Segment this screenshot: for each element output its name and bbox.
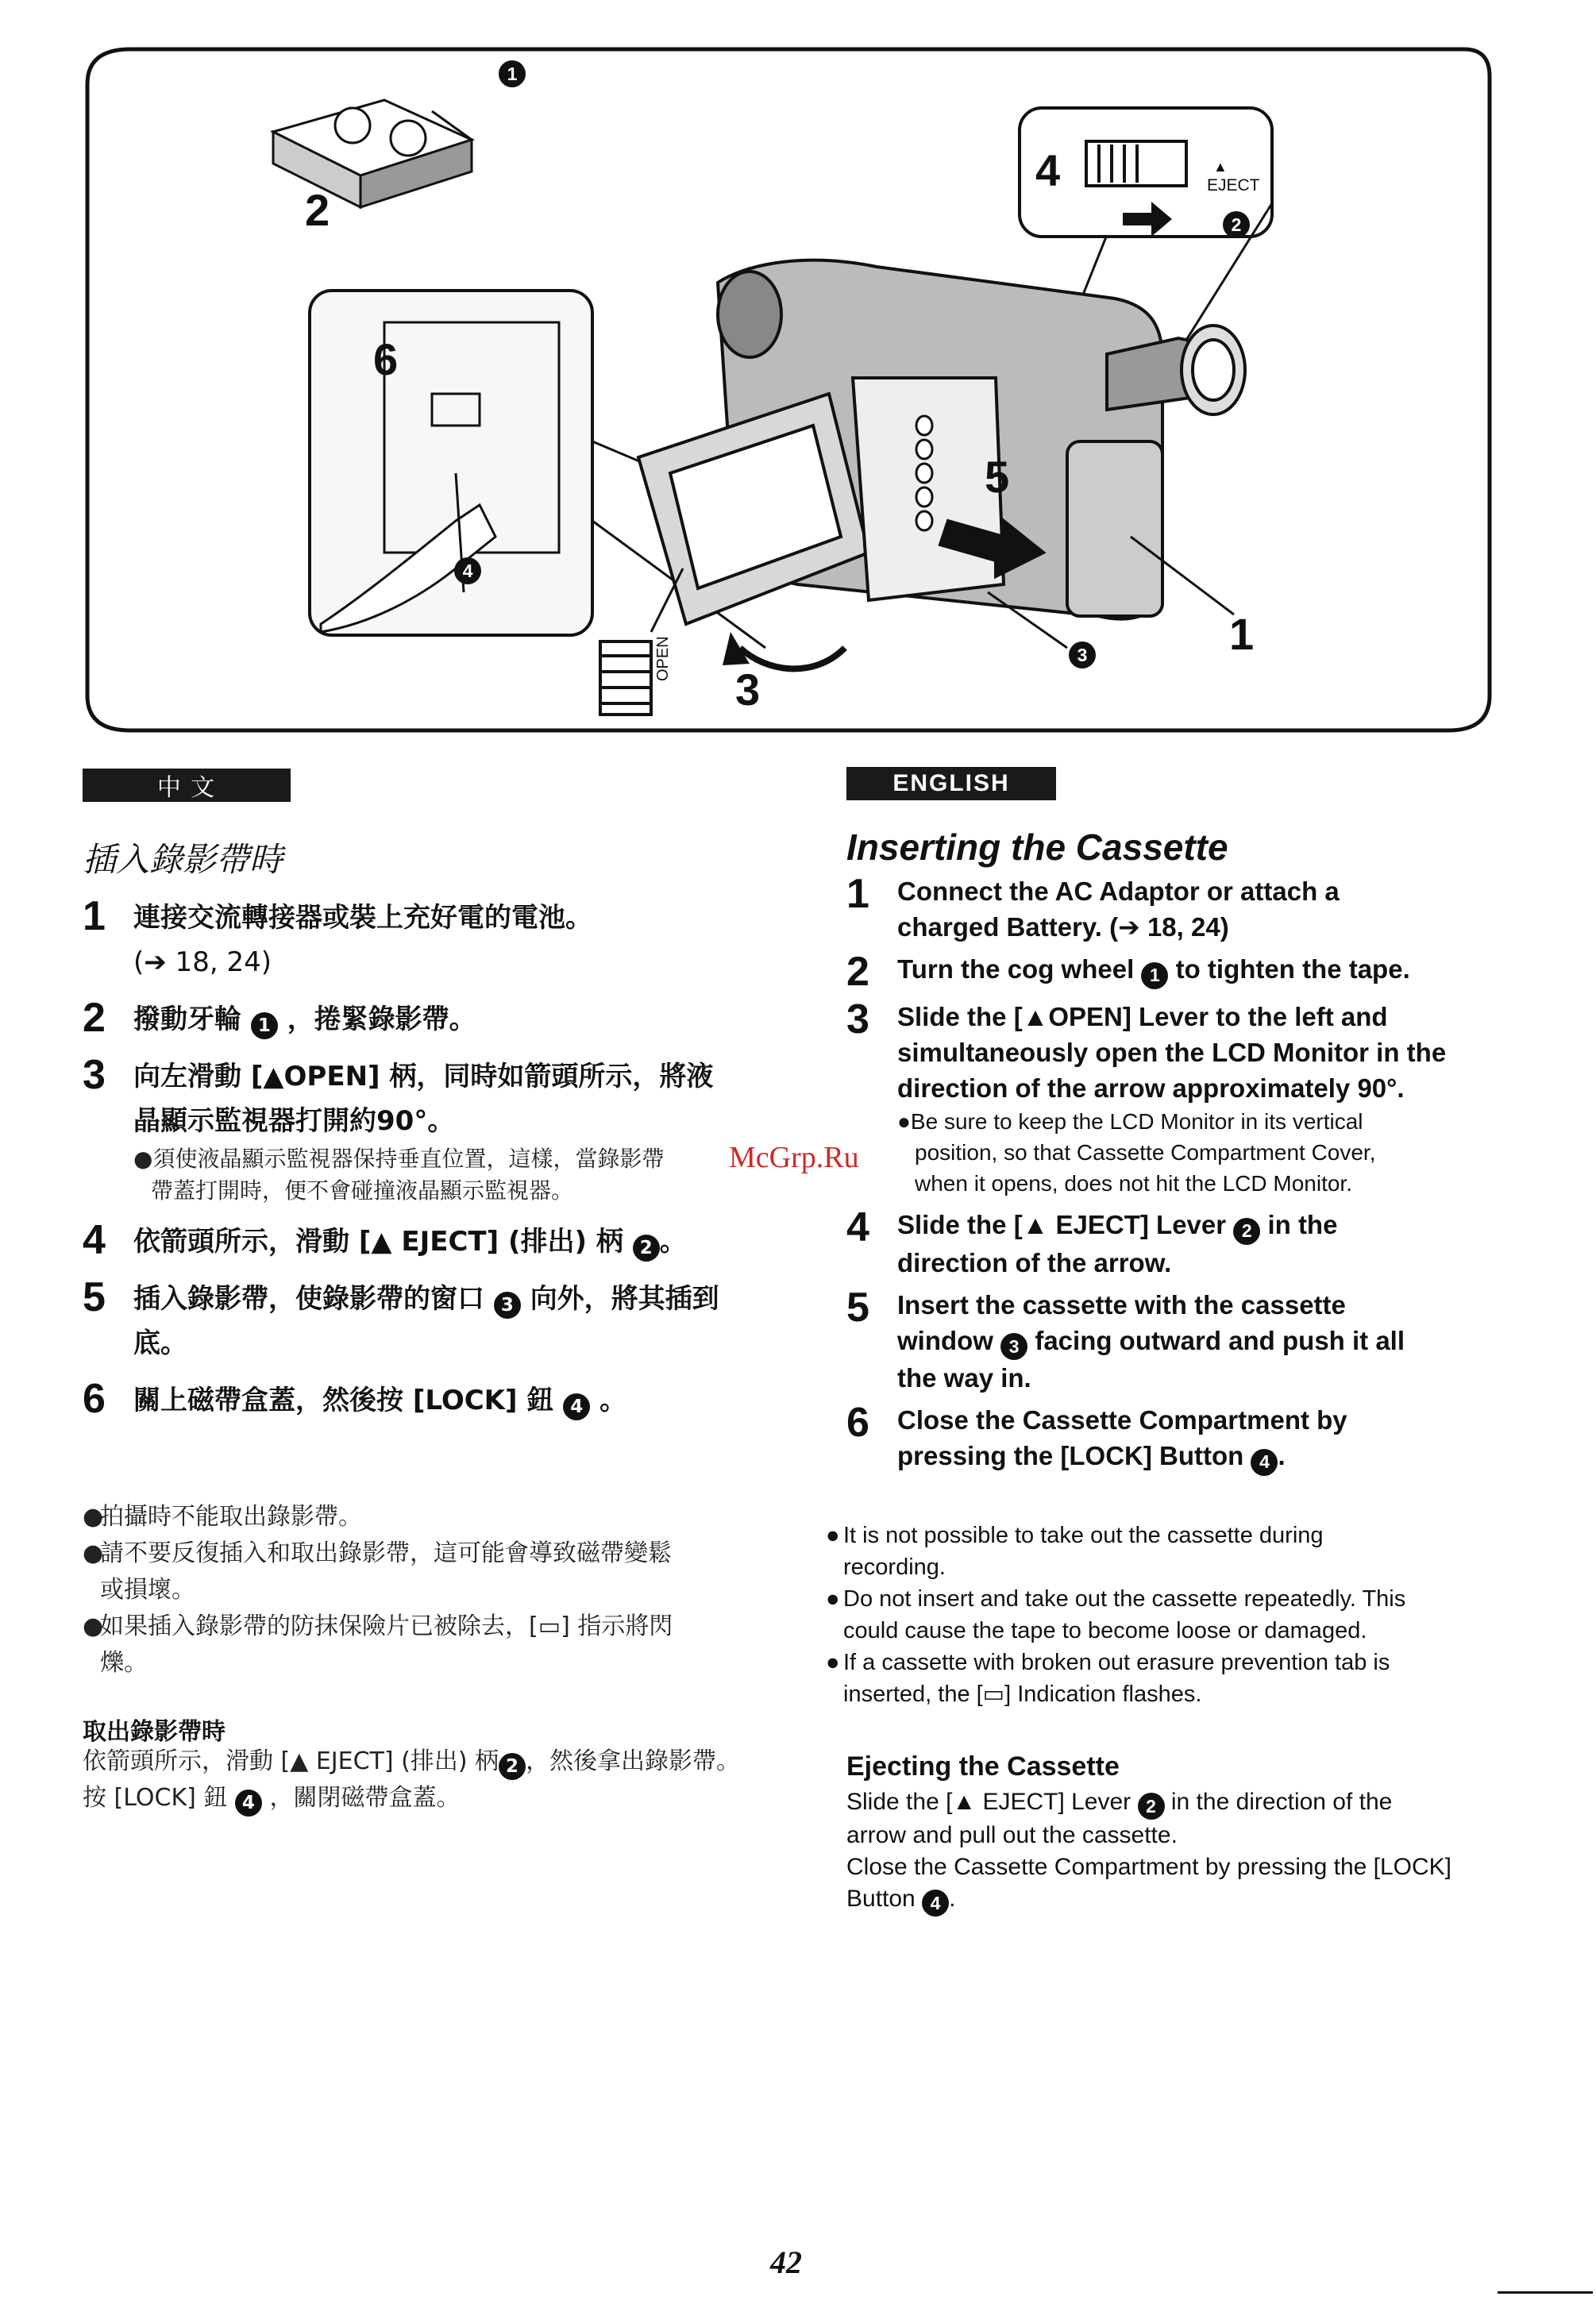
- figure-label-1: 1: [1229, 609, 1255, 659]
- watermark: McGrp.Ru: [729, 1141, 859, 1174]
- english-eject-body: Slide the [▲ EJECT] Lever 2 in the direction of the arrow and pull out the cassette. Close the Cassette Compartment by pressing the [LOCK] Button 4 .: [846, 1786, 1529, 1917]
- english-step-6: 6 Close the Cassette Compartment by pressing the [LOCK] Button 4 .: [846, 1402, 1513, 1476]
- figure-callout-3: 3: [1069, 641, 1096, 668]
- chinese-step-5: 5 插入錄影帶，使錄影帶的窗口 3 向外，將其插到 底。: [83, 1274, 719, 1359]
- english-step-3: 3 Slide the [▲OPEN] Lever to the left and simultaneously open the LCD Monitor in the direction of the arrow approximately 90°. ●Be sure to keep the LCD Monitor in its vertical position, so that Cassette Compartment Cover, when it opens, does not hit the LCD Monitor.: [846, 996, 1447, 1196]
- chinese-step-2: 2 撥動牙輪 1 ，捲緊錄影帶。: [83, 995, 476, 1041]
- corner-rule: [1498, 2291, 1593, 2294]
- chinese-steps: [83, 893, 742, 1423]
- figure-label-6: 6: [373, 334, 399, 384]
- chinese-note-1: ● 拍攝時不能取出錄影帶。: [83, 1503, 362, 1531]
- english-note-3: ● If a cassette with broken out erasure prevention tab is inserted, the [▭] Indication flashes.: [826, 1650, 1390, 1707]
- english-note-2: ● Do not insert and take out the cassette repeatedly. This could cause the tape to become loose or damaged.: [826, 1586, 1406, 1643]
- english-step-2: 2 Turn the cog wheel 1 to tighten the tape.: [846, 949, 1410, 995]
- english-step-1: 1 Connect the AC Adaptor or attach a charged Battery. (➔ 18, 24): [846, 871, 1340, 942]
- english-notes: [826, 1520, 1525, 1710]
- chinese-eject-title: 取出錄影帶時: [83, 1718, 226, 1746]
- chinese-note-3: ● 如果插入錄影帶的防抹保險片已被除去，[▭] 指示將閃 爍。: [83, 1612, 673, 1677]
- chinese-note-2: ● 請不要反復插入和取出錄影帶，這可能會導致磁帶變鬆 或損壞。: [83, 1539, 672, 1604]
- eject-label: EJECT: [1207, 176, 1260, 195]
- chinese-notes: [83, 1499, 742, 1682]
- english-note-1: ● It is not possible to take out the cassette during recording.: [826, 1523, 1324, 1580]
- english-section-bar: ENGLISH: [846, 767, 1056, 800]
- chinese-eject-body: 依箭頭所示，滑動 [▲ EJECT] (排出) 柄 2 ，然後拿出錄影帶。 按 [LOCK] 鈕 4 ，關閉磁帶盒蓋。: [83, 1743, 750, 1817]
- english-step-4: 4 Slide the [▲ EJECT] Lever 2 in the direction of the arrow.: [846, 1204, 1338, 1277]
- chinese-step-4: 4 依箭頭所示，滑動 [▲ EJECT] (排出) 柄 2 。: [83, 1217, 687, 1263]
- tape-indicator-icon: ▭: [538, 1612, 561, 1640]
- figure-label-5: 5: [985, 452, 1010, 502]
- cassette-drawing: [273, 100, 472, 207]
- chinese-step-3: 3 向左滑動 [▲OPEN] 柄，同時如箭頭所示，將液 晶顯示監視器打開約90°。 ●須使液晶顯示監視器保持垂直位置，這樣，當錄影帶 帶蓋打開時，便不會碰撞液晶顯示監視器。: [83, 1052, 714, 1204]
- chinese-section-bar: 中 文: [83, 769, 291, 802]
- figure-label-2: 2: [305, 185, 330, 235]
- chinese-step-6: 6 關上磁帶盒蓋，然後按 [LOCK] 鈕 4 。: [83, 1376, 627, 1422]
- figure-callout-1: 1: [499, 60, 526, 87]
- camcorder-body: [638, 260, 1245, 624]
- camcorder-illustration: [83, 44, 1496, 737]
- chinese-step-1: 1 連接交流轉接器或裝上充好電的電池。 (➔ 18, 24): [83, 893, 592, 978]
- chinese-title: 插入錄影帶時: [83, 840, 283, 879]
- english-step-5: 5 Insert the cassette with the cassette window 3 facing outward and push it all the way in.: [846, 1284, 1405, 1393]
- page-number: 42: [770, 2244, 802, 2280]
- figure-label-3: 3: [735, 665, 761, 715]
- open-label: OPEN: [654, 636, 672, 681]
- figure-label-4: 4: [1035, 145, 1061, 195]
- english-title: Inserting the Cassette: [846, 826, 1228, 868]
- eject-arrow-icon: ▲: [1213, 159, 1228, 175]
- tape-indicator-icon: ▭: [982, 1682, 1005, 1707]
- english-eject-title: Ejecting the Cassette: [846, 1751, 1120, 1782]
- english-steps: [846, 873, 1513, 1476]
- figure-callout-2: 2: [1223, 211, 1250, 238]
- figure-callout-4: 4: [454, 557, 481, 584]
